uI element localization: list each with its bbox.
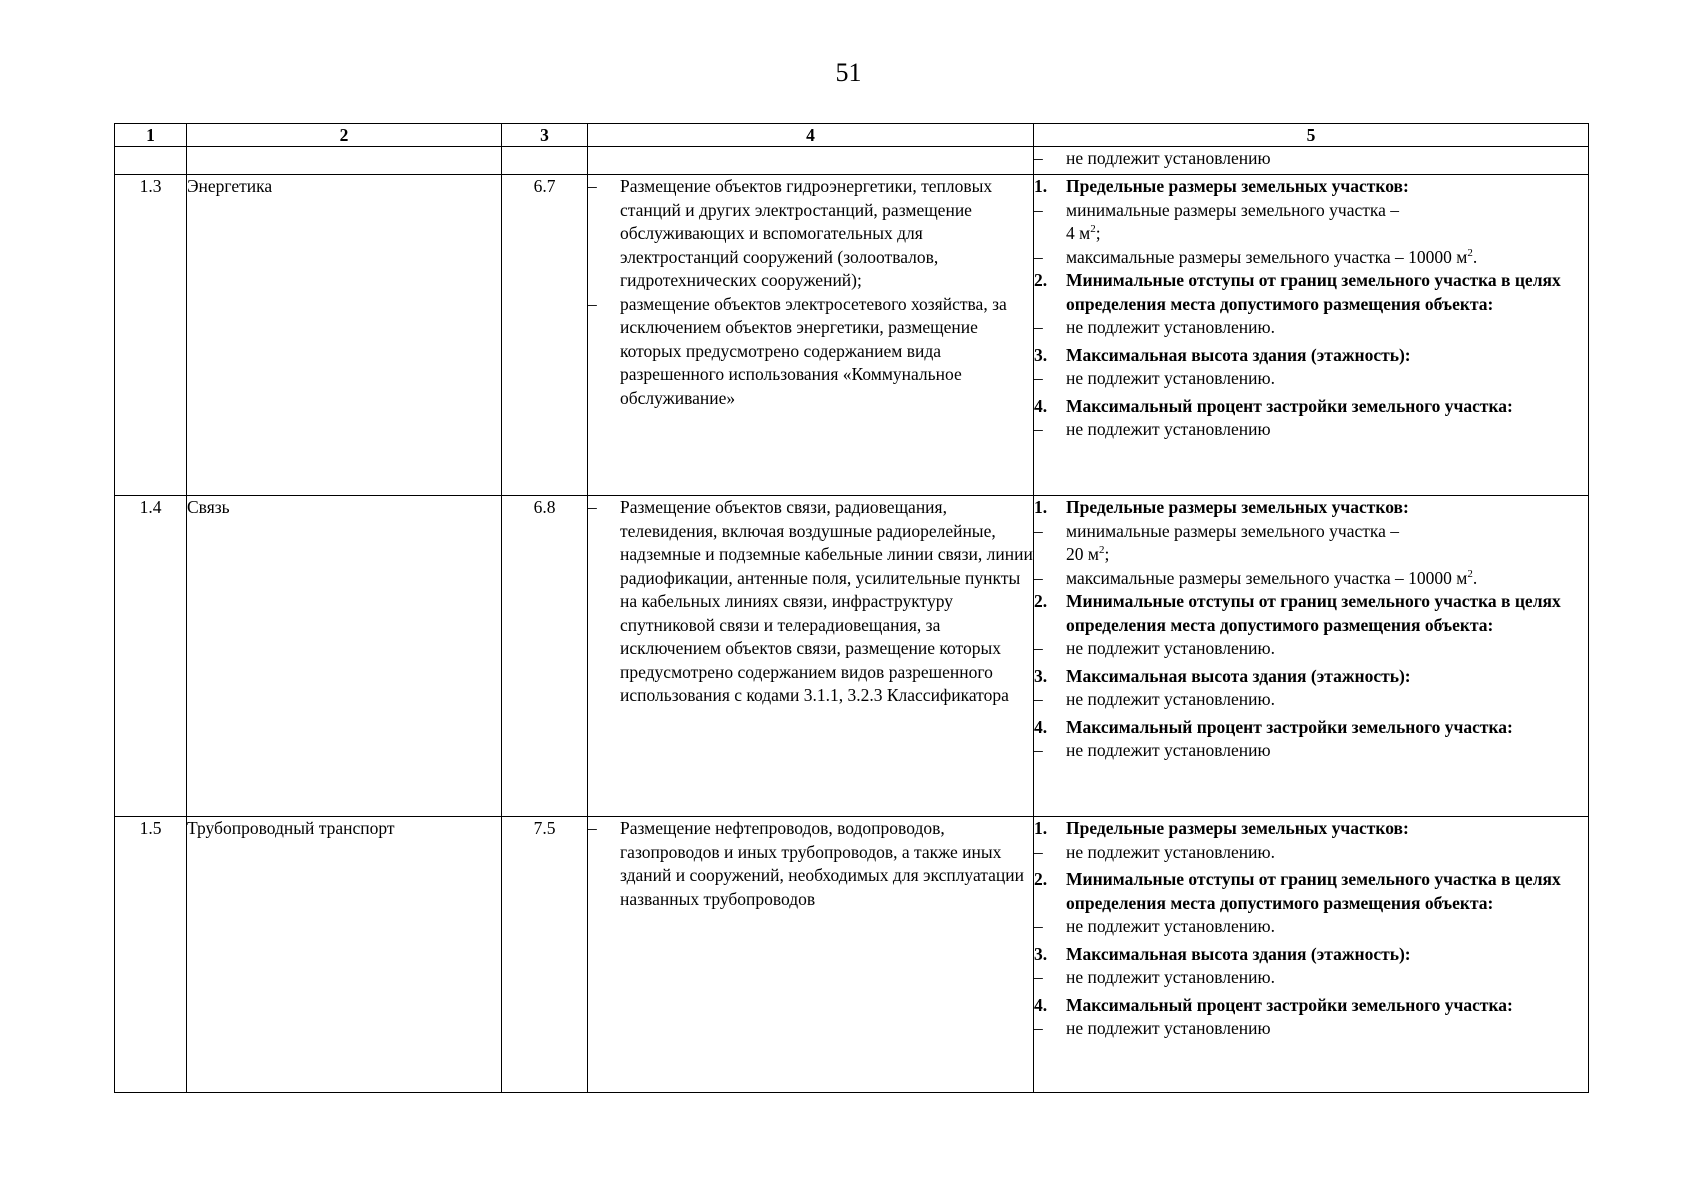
superscript: 2 <box>1467 567 1473 580</box>
list-item <box>1034 418 1588 442</box>
text-part: . <box>1472 246 1478 267</box>
item-text: не подлежит установлению. <box>1066 841 1275 862</box>
item-text <box>1066 199 1588 246</box>
item-text: Размещение объектов гидроэнергетики, тепловых станций и других электростанций, размещение обслуживающих и вспомогательных для электростанций сооружений (золоотвалов, гидротехнических сооружений); <box>620 176 993 290</box>
heading-text: Минимальные отступы от границ земельного участка в целях определения места допустимого размещения объекта: <box>1066 591 1561 635</box>
dash-marker: – <box>588 176 597 196</box>
item-text: Размещение нефтепроводов, водопроводов, газопроводов и иных трубопроводов, а также иных зданий и сооружений, необходимых для эксплуатации названных трубопроводов <box>620 818 1024 909</box>
list-item <box>1034 367 1588 391</box>
heading-text: Максимальная высота здания (этажность): <box>1066 943 1411 964</box>
text-part: минимальные размеры земельного участка – <box>1066 199 1400 220</box>
item-text: не подлежит установлению <box>1066 740 1271 760</box>
continuation-row <box>115 147 1589 175</box>
list-item <box>588 496 1033 708</box>
row-name: Трубопроводный транспорт <box>187 817 502 1093</box>
list-item <box>1034 199 1588 246</box>
table-row <box>115 817 1589 1093</box>
row-description <box>588 817 1034 1093</box>
item-number: 1. <box>1034 818 1048 838</box>
heading-text: Предельные размеры земельных участков: <box>1066 497 1409 517</box>
text-part: ; <box>1104 544 1110 564</box>
header-col-1: 1 <box>115 124 187 147</box>
param-heading <box>1034 994 1588 1018</box>
list-item <box>588 293 1033 411</box>
row-number: 1.5 <box>115 817 187 1093</box>
item-text: Размещение объектов связи, радиовещания, телевидения, включая воздушные радиорелейные, надземные и подземные кабельные линии связи, линии радиофикации, антенные поля, усилительные пункты на кабельных линиях связи, инфраструктуру спутниковой связи и телерадиовещания, за исключением объектов связи, размещение которых предусмотрено содержанием видов разрешенного использования с кодами 3.1.1, 3.2.3 Классификатора <box>620 497 1033 705</box>
item-number: 3. <box>1034 943 1048 964</box>
dash-marker: – <box>1034 148 1043 168</box>
row-code: 6.7 <box>502 175 588 496</box>
header-col-5: 5 <box>1034 124 1589 147</box>
list-item <box>1034 1017 1588 1041</box>
item-text: не подлежит установлению. <box>1066 638 1275 658</box>
param-heading <box>1034 269 1588 316</box>
header-col-3: 3 <box>502 124 588 147</box>
item-number: 1. <box>1034 176 1048 196</box>
dash-marker: – <box>588 293 597 314</box>
item-text: не подлежит установлению. <box>1066 916 1275 936</box>
dash-marker: – <box>1034 1018 1043 1038</box>
dash-marker: – <box>1034 841 1043 862</box>
item-text <box>1066 520 1588 567</box>
dash-marker: – <box>588 818 597 838</box>
dash-marker: – <box>1034 740 1043 760</box>
item-number: 2. <box>1034 270 1048 290</box>
list-item <box>1034 637 1588 661</box>
list-item <box>1034 739 1588 763</box>
heading-text: Предельные размеры земельных участков: <box>1066 176 1409 196</box>
param-heading <box>1034 590 1588 637</box>
param-heading <box>1034 943 1588 967</box>
table-row <box>115 496 1589 817</box>
heading-text: Минимальные отступы от границ земельного участка в целях определения места допустимого размещения объекта: <box>1066 869 1561 913</box>
param-heading <box>1034 817 1588 841</box>
list-item <box>1034 567 1588 591</box>
row-name: Энергетика <box>187 175 502 496</box>
list-item <box>1034 966 1588 990</box>
dash-marker: – <box>1034 368 1043 388</box>
row-description <box>588 175 1034 496</box>
row-number: 1.4 <box>115 496 187 817</box>
dash-marker: – <box>1034 567 1043 588</box>
text-part: 20 м <box>1066 544 1099 564</box>
heading-text: Максимальная высота здания (этажность): <box>1066 344 1411 365</box>
regulations-table <box>114 123 1589 1093</box>
row-description <box>588 496 1034 817</box>
param-heading <box>1034 496 1588 520</box>
text-part: ; <box>1095 223 1101 243</box>
list-item <box>1034 688 1588 712</box>
param-heading <box>1034 344 1588 368</box>
row-number: 1.3 <box>115 175 187 496</box>
superscript: 2 <box>1098 544 1105 557</box>
row-name: Связь <box>187 496 502 817</box>
row-code: 6.8 <box>502 496 588 817</box>
item-text <box>1066 567 1588 591</box>
row-params <box>1034 496 1589 817</box>
superscript: 2 <box>1467 246 1473 259</box>
list-item <box>588 817 1033 911</box>
dash-marker: – <box>1034 689 1043 709</box>
item-number: 3. <box>1034 344 1048 365</box>
item-number: 1. <box>1034 497 1048 517</box>
cell <box>187 147 502 175</box>
dash-marker: – <box>1034 419 1043 439</box>
dash-marker: – <box>1034 916 1043 936</box>
header-col-4: 4 <box>588 124 1034 147</box>
heading-text: Предельные размеры земельных участков: <box>1066 818 1409 838</box>
item-text: не подлежит установлению. <box>1066 967 1275 987</box>
heading-text: Максимальная высота здания (этажность): <box>1066 665 1411 686</box>
item-number: 4. <box>1034 395 1048 416</box>
item-text: не подлежит установлению <box>1066 148 1271 168</box>
item-text <box>1066 246 1588 270</box>
dash-marker: – <box>1034 199 1043 220</box>
item-number: 4. <box>1034 994 1048 1015</box>
cell-params <box>1034 147 1589 175</box>
dash-marker: – <box>1034 638 1043 658</box>
list-item <box>1034 316 1588 340</box>
dash-marker: – <box>588 497 597 517</box>
list-item <box>1034 246 1588 270</box>
dash-marker: – <box>1034 520 1043 541</box>
item-number: 3. <box>1034 665 1048 686</box>
row-code: 7.5 <box>502 817 588 1093</box>
item-text: не подлежит установлению <box>1066 419 1271 439</box>
param-heading <box>1034 868 1588 915</box>
list-item <box>1034 915 1588 939</box>
cell <box>502 147 588 175</box>
param-heading <box>1034 665 1588 689</box>
item-text: не подлежит установлению. <box>1066 368 1275 388</box>
cell <box>115 147 187 175</box>
item-number: 2. <box>1034 591 1048 611</box>
item-number: 4. <box>1034 716 1048 737</box>
param-heading <box>1034 716 1588 740</box>
heading-text: Минимальные отступы от границ земельного участка в целях определения места допустимого размещения объекта: <box>1066 270 1561 314</box>
text-part: . <box>1472 567 1478 588</box>
header-row <box>115 124 1589 147</box>
item-number: 2. <box>1034 869 1048 889</box>
cell <box>588 147 1034 175</box>
list-item <box>1034 520 1588 567</box>
param-heading <box>1034 395 1588 419</box>
heading-text: Максимальный процент застройки земельного участка: <box>1066 395 1513 416</box>
text-part: 4 м <box>1066 223 1091 243</box>
list-item <box>1034 147 1588 171</box>
dash-marker: – <box>1034 246 1043 267</box>
page-number: 51 <box>835 58 862 87</box>
row-params <box>1034 175 1589 496</box>
item-text: не подлежит установлению. <box>1066 317 1275 337</box>
list-item <box>588 175 1033 293</box>
heading-text: Максимальный процент застройки земельного участка: <box>1066 994 1513 1015</box>
item-text: размещение объектов электросетевого хозяйства, за исключением объектов энергетики, размещение которых предусмотрено содержанием вида разрешенного использования «Коммунальное обслуживание» <box>620 293 1007 408</box>
text-part: минимальные размеры земельного участка – <box>1066 520 1400 541</box>
row-params <box>1034 817 1589 1093</box>
item-text: не подлежит установлению. <box>1066 689 1275 709</box>
table-row <box>115 175 1589 496</box>
superscript: 2 <box>1090 223 1096 236</box>
text-part: максимальные размеры земельного участка – 10000 м <box>1066 567 1468 588</box>
param-heading <box>1034 175 1588 199</box>
heading-text: Максимальный процент застройки земельного участка: <box>1066 716 1513 737</box>
header-col-2: 2 <box>187 124 502 147</box>
item-text: не подлежит установлению <box>1066 1018 1271 1038</box>
text-part: максимальные размеры земельного участка – 10000 м <box>1066 246 1468 267</box>
dash-marker: – <box>1034 317 1043 337</box>
dash-marker: – <box>1034 967 1043 987</box>
list-item <box>1034 841 1588 865</box>
